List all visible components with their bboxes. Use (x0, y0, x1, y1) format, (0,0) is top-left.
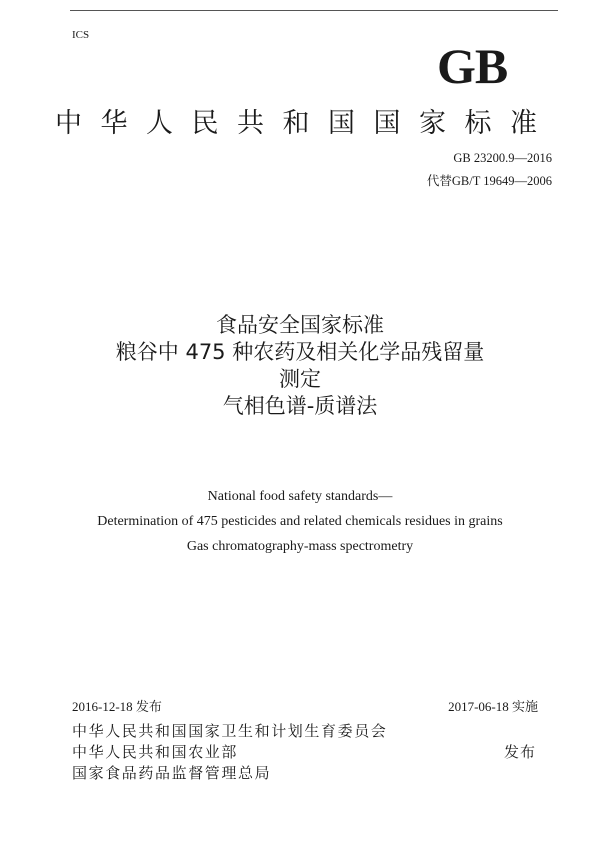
english-title-line-2: Determination of 475 pesticides and related chemicals residues in grains (97, 514, 503, 529)
issuer-food-drug-administration: 国家食品药品监督管理总局 (72, 764, 272, 782)
effective-date: 2017-06-18 实施 (448, 699, 538, 714)
gb-logo: GB (437, 38, 508, 94)
issue-date: 2016-12-18 发布 (72, 699, 162, 714)
issuing-organizations (72, 721, 387, 784)
issuer-health-commission: 中华人民共和国国家卫生和计划生育委员会 (72, 722, 388, 740)
ics-label: ICS (72, 29, 90, 41)
issuer-ministry-agriculture: 中华人民共和国农业部 (72, 743, 239, 761)
chinese-title-line-1: 食品安全国家标准 (216, 313, 384, 337)
standard-number: GB 23200.9—2016 (453, 151, 552, 165)
english-title-line-3: Gas chromatography-mass spectrometry (186, 539, 414, 554)
top-rule (70, 10, 558, 11)
national-standard-title: 中华人民共和国国家标准 (55, 108, 556, 139)
publish-label: 发布 (504, 743, 537, 761)
replaces-standard: 代替GB/T 19649—2006 (426, 174, 552, 188)
chinese-title-line-3: 测定 (279, 367, 321, 391)
chinese-title-block (0, 312, 600, 420)
chinese-title-line-2: 粮谷中 475 种农药及相关化学品残留量 (115, 340, 485, 364)
chinese-title-line-4: 气相色谱-质谱法 (222, 394, 378, 418)
english-title-block (0, 484, 600, 559)
english-title-line-1: National food safety standards— (207, 489, 393, 504)
